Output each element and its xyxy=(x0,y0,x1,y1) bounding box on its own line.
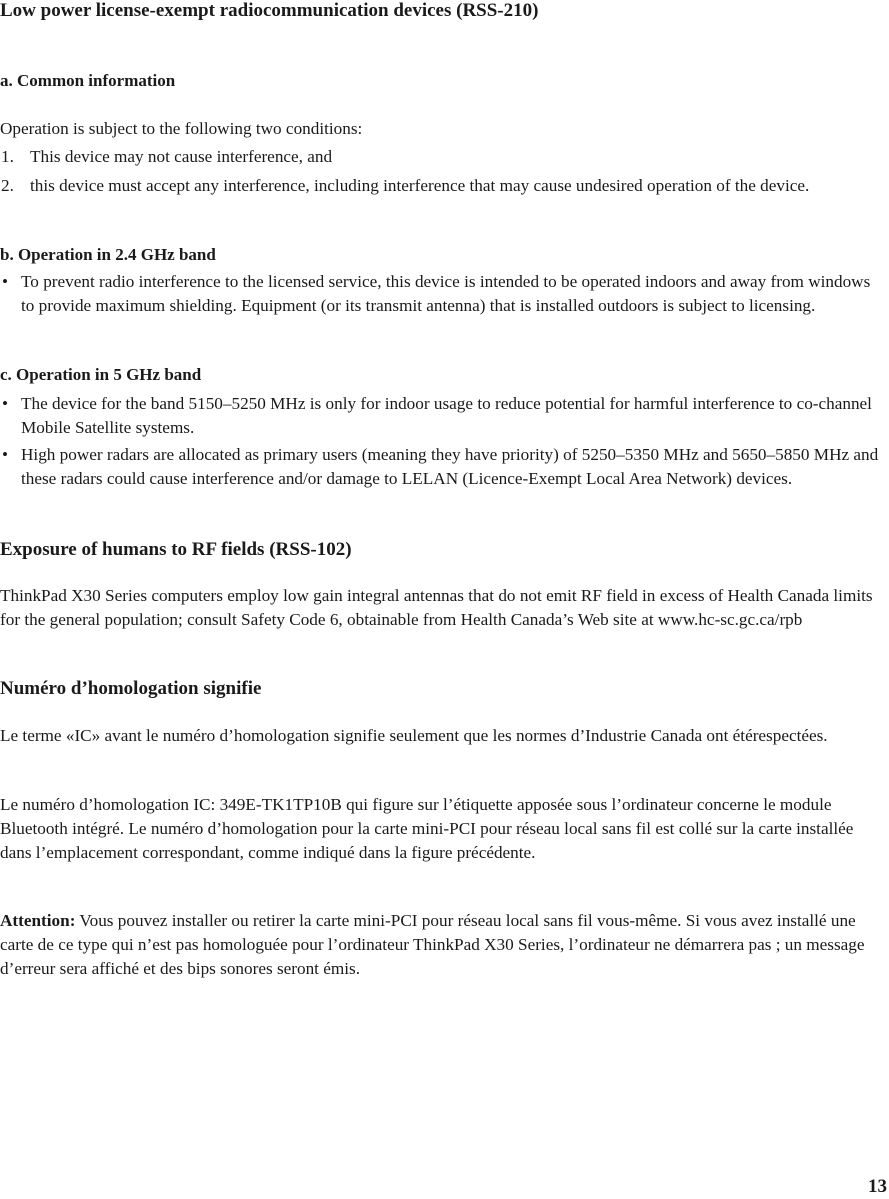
attention-label: Attention: xyxy=(0,911,76,930)
bullet-text: To prevent radio interference to the licensed service, this device is intended to be operated indoors and away from windows to provide maximum shielding. Equipment (or its transmit antenna) that is installed outdoors is subject to licensing. xyxy=(21,272,871,315)
page-number: 13 xyxy=(868,1176,887,1197)
bullet-item xyxy=(0,443,889,491)
bullet-text: The device for the band 5150–5250 MHz is only for indoor usage to reduce potential for harmful interference to co-channel Mobile Satellite systems. xyxy=(21,394,872,437)
homologation-para-1: Le terme «IC» avant le numéro d’homologation signifie seulement que les normes d’Industrie Canada ont étérespectées. xyxy=(0,726,828,745)
bullet-item xyxy=(0,392,889,440)
section-b-heading: b. Operation in 2.4 GHz band xyxy=(0,245,216,264)
list-item-text: this device must accept any interference, including interference that may cause undesired operation of the device. xyxy=(30,176,810,195)
homologation-heading: Numéro d’homologation signifie xyxy=(0,678,262,699)
list-number: 1. xyxy=(1,147,14,166)
section-a-intro: Operation is subject to the following two conditions: xyxy=(0,119,363,138)
attention-text: Vous pouvez installer ou retirer la carte mini-PCI pour réseau local sans fil vous-même. Si vous avez installé une carte de ce type qui n’est pas homologuée pour l’ordinateur ThinkPad X30 Series, l’ordinateur ne démarrera pas ; un message d’erreur sera affiché et des bips sonores seront émis. xyxy=(0,911,865,978)
list-item-text: This device may not cause interference, and xyxy=(30,147,333,166)
homologation-para-2: Le numéro d’homologation IC: 349E-TK1TP10B qui figure sur l’étiquette apposée sous l’ordinateur concerne le module Bluetooth intégré. Le numéro d’homologation pour la carte mini-PCI pour réseau local sans fil est collé sur la carte installée dans l’emplacement correspondant, comme indiqué dans la figure précédente. xyxy=(0,795,854,862)
exposure-heading: Exposure of humans to RF fields (RSS-102) xyxy=(0,539,352,560)
list-item xyxy=(0,145,889,169)
bullet-text: High power radars are allocated as primary users (meaning they have priority) of 5250–5350 MHz and 5650–5850 MHz and these radars could cause interference and/or damage to LELAN (Licence-Exempt Local Area Network) devices. xyxy=(21,445,879,488)
bullet-item xyxy=(0,270,889,318)
page-title: Low power license-exempt radiocommunication devices (RSS-210) xyxy=(0,0,539,21)
bullet-mark: • xyxy=(2,272,9,291)
list-number: 2. xyxy=(1,176,14,195)
list-item xyxy=(0,174,889,198)
section-a-heading: a. Common information xyxy=(0,71,176,90)
attention-note xyxy=(0,909,889,981)
section-c-heading: c. Operation in 5 GHz band xyxy=(0,365,202,384)
bullet-mark: • xyxy=(2,445,9,464)
exposure-body: ThinkPad X30 Series computers employ low gain integral antennas that do not emit RF field in excess of Health Canada limits for the general population; consult Safety Code 6, obtainable from Health Canada’s Web site at www.hc-sc.gc.ca/rpb xyxy=(0,586,873,629)
bullet-mark: • xyxy=(2,394,9,413)
